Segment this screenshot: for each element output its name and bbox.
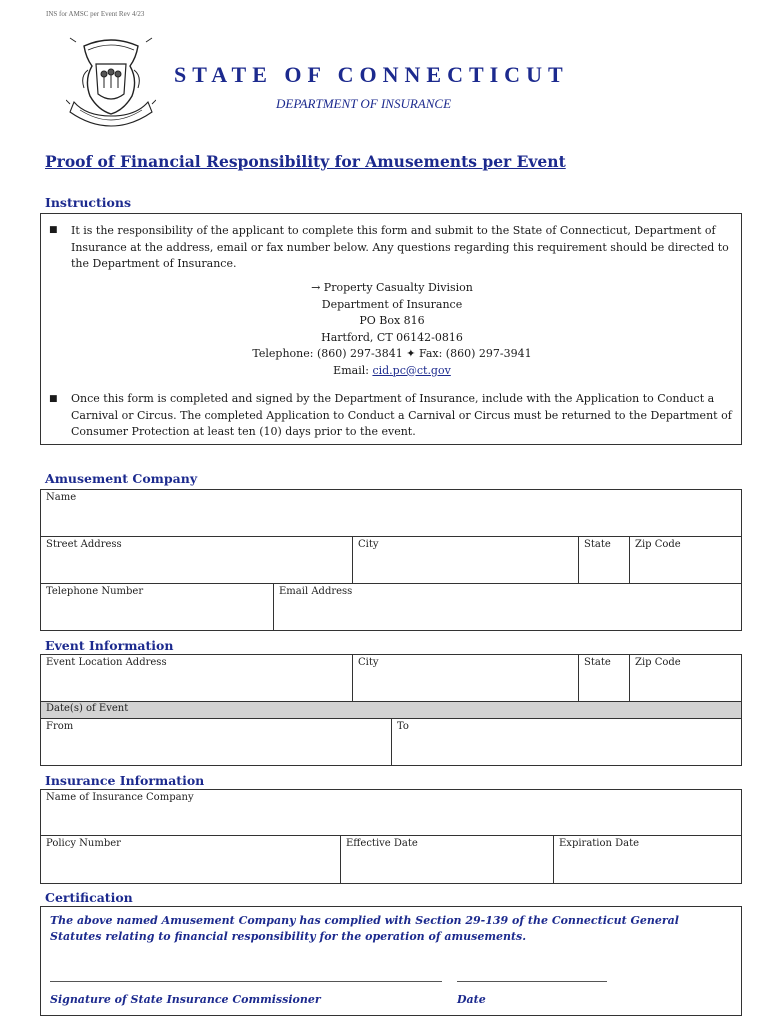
event-information-heading: Event Information	[45, 638, 174, 653]
event-dates-header	[41, 702, 741, 719]
instructions-box	[40, 213, 742, 445]
expiration-date-label: Expiration Date	[559, 838, 640, 849]
policy-number-label: Policy Number	[46, 838, 121, 849]
certification-statement: The above named Amusement Company has complied with Section 29-139 of the Connecticut General Statutes relating to financial responsibility for the operation of amusements.	[50, 914, 679, 943]
insurance-company-field[interactable]	[41, 790, 741, 836]
date-to-field[interactable]	[392, 719, 741, 765]
address-email-row	[41, 363, 743, 380]
email-link[interactable]: cid.pc@ct.gov	[372, 363, 451, 377]
address-po-box: PO Box 816	[359, 314, 425, 327]
telephone-label: Telephone Number	[46, 586, 144, 597]
event-city-field[interactable]	[353, 655, 579, 702]
policy-number-field[interactable]	[41, 836, 341, 883]
event-state-field[interactable]	[579, 655, 630, 702]
date-from-field[interactable]	[41, 719, 392, 765]
event-city-label: City	[358, 657, 379, 668]
company-name-label: Name	[46, 492, 77, 503]
address-phone-fax: Telephone: (860) 297-3841 ✦ Fax: (860) 297-3941	[252, 347, 532, 360]
bullet-icon: ■	[49, 394, 58, 404]
state-label: State	[584, 539, 611, 550]
state-title: STATE OF CONNECTICUT	[174, 62, 569, 87]
signature-label: Signature of State Insurance Commissioner	[50, 993, 321, 1006]
insurance-company-label: Name of Insurance Company	[46, 792, 194, 803]
certification-box	[40, 906, 742, 1016]
street-address-label: Street Address	[46, 539, 122, 550]
email-address-label: Email Address	[279, 586, 353, 597]
form-revision: INS for AMSC per Event Rev 4/23	[46, 10, 145, 18]
street-address-field[interactable]	[41, 537, 353, 584]
insurance-information-table	[40, 789, 742, 884]
certification-heading: Certification	[45, 890, 133, 905]
city-field[interactable]	[353, 537, 579, 584]
event-zip-field[interactable]	[630, 655, 741, 702]
company-name-field[interactable]	[41, 490, 741, 537]
instruction-bullet-2: Once this form is completed and signed by the Department of Insurance, include with the Application to Conduct a Carnival or Circus. The completed Application to Conduct a Carnival or Circus must be returned to the Department of Consumer Protection at least ten (10) days prior to the event.	[71, 392, 732, 438]
signature-line[interactable]	[50, 981, 442, 982]
amusement-company-table	[40, 489, 742, 631]
amusement-company-heading: Amusement Company	[45, 471, 198, 486]
address-city: Hartford, CT 06142-0816	[321, 330, 463, 344]
date-line[interactable]	[457, 981, 607, 982]
email-address-field[interactable]	[274, 584, 741, 630]
event-location-field[interactable]	[41, 655, 353, 702]
mailing-address	[41, 280, 743, 379]
date-from-label: From	[46, 721, 74, 732]
event-zip-label: Zip Code	[635, 657, 681, 668]
telephone-field[interactable]	[41, 584, 274, 630]
insurance-information-heading: Insurance Information	[45, 773, 205, 788]
bullet-icon: ■	[49, 225, 58, 235]
date-label: Date	[457, 993, 486, 1006]
city-label: City	[358, 539, 379, 550]
date-to-label: To	[397, 721, 409, 732]
instruction-bullet-1: It is the responsibility of the applicant to complete this form and submit to the State of Connecticut, Department of Insurance at the address, email or fax number below. Any questions regarding this requirement should be directed to the Department of Insurance.	[71, 224, 729, 270]
effective-date-field[interactable]	[341, 836, 554, 883]
event-state-label: State	[584, 657, 611, 668]
zip-code-field[interactable]	[630, 537, 741, 584]
event-dates-label: Date(s) of Event	[46, 703, 129, 714]
expiration-date-field[interactable]	[554, 836, 741, 883]
document-title: Proof of Financial Responsibility for Amusements per Event	[45, 152, 566, 171]
event-information-table	[40, 654, 742, 766]
email-label: Email:	[333, 363, 373, 377]
effective-date-label: Effective Date	[346, 838, 418, 849]
department-title: DEPARTMENT OF INSURANCE	[276, 96, 452, 111]
state-seal-logo	[66, 36, 156, 128]
address-division: → Property Casualty Division	[311, 281, 473, 294]
zip-code-label: Zip Code	[635, 539, 681, 550]
state-field[interactable]	[579, 537, 630, 584]
event-location-label: Event Location Address	[46, 657, 167, 668]
instructions-heading: Instructions	[45, 195, 132, 210]
address-department: Department of Insurance	[321, 297, 463, 311]
